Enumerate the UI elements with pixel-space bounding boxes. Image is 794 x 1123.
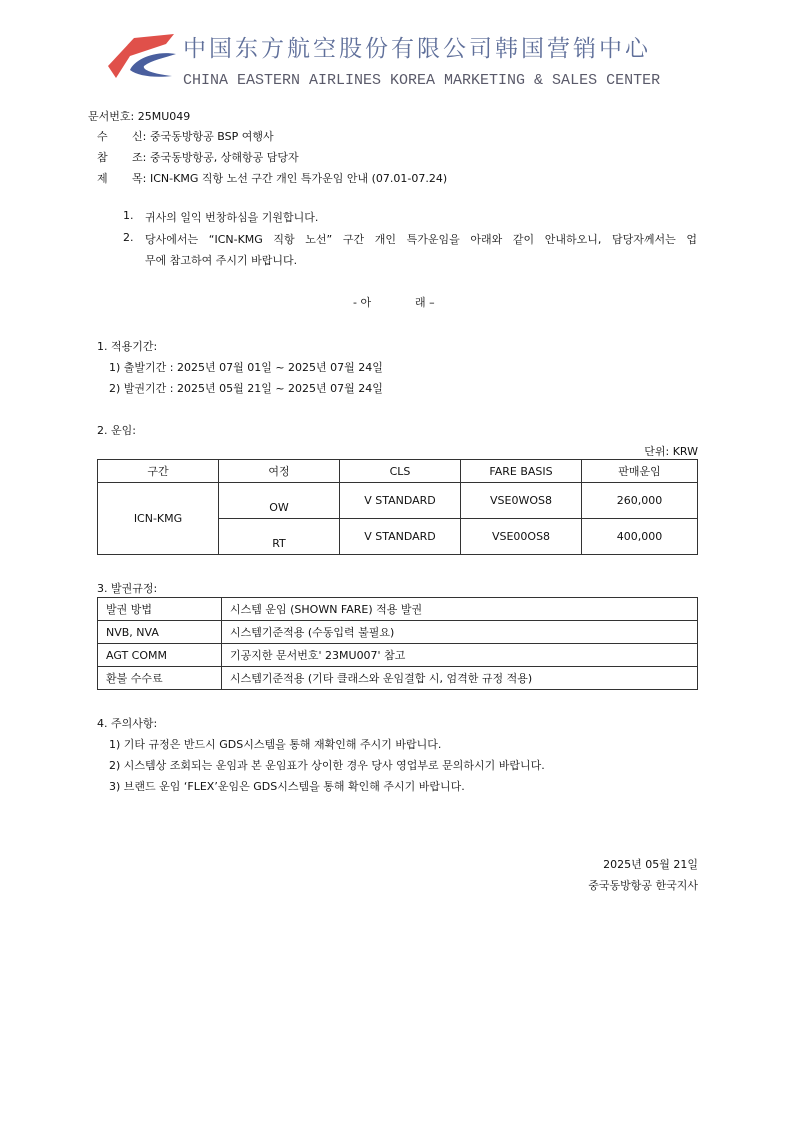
subject-suffix: 목:: [132, 172, 147, 185]
ticketing-period: 2) 발권기간 : 2025년 05월 21일 ~ 2025년 07월 24일: [109, 382, 383, 395]
fare-table-header: [98, 460, 698, 483]
col-price: 판매운임: [582, 460, 698, 483]
section2-title: 2. 운임:: [97, 424, 136, 437]
intro-2-text-cont: 무에 참고하여 주시기 바랍니다.: [145, 254, 298, 267]
departure-period: 1) 출발기간 : 2025년 07월 01일 ~ 2025년 07월 24일: [109, 361, 383, 374]
china-eastern-logo-icon: [104, 30, 180, 88]
to-label: 수: [97, 130, 108, 143]
table-row: [98, 598, 698, 621]
caution-item: 2) 시스템상 조회되는 운임과 본 운임표가 상이한 경우 당사 영업부로 문의하시기 바랍니다.: [109, 759, 545, 772]
trip-cell: OW: [219, 483, 340, 519]
issuer-name: 중국동방항공 한국지사: [588, 879, 698, 892]
cc-value: 중국동방항공, 상해항공 담당자: [150, 151, 299, 164]
table-row: [98, 667, 698, 690]
cc-label: 참: [97, 151, 108, 164]
intro-1-num: 1.: [123, 209, 134, 222]
intro-2-text: 당사에서는 “ICN-KMG 직항 노선” 구간 개인 특가운임을 아래와 같이 안내하오니, 담당자께서는 업: [145, 233, 697, 246]
ticketing-rules-table: [97, 597, 698, 690]
price-cell: 260,000: [582, 483, 698, 519]
col-route: 구간: [98, 460, 219, 483]
subject-value: ICN-KMG 직항 노선 구간 개인 특가운임 안내 (07.01-07.24): [150, 172, 448, 185]
col-trip: 여정: [219, 460, 340, 483]
rule-value: 시스템기준적용 (기타 클래스와 운임결합 시, 엄격한 규정 적용): [222, 667, 698, 690]
issue-date: 2025년 05월 21일: [603, 858, 698, 871]
cc-suffix: 조:: [132, 151, 147, 164]
intro-2-num: 2.: [123, 231, 134, 244]
col-fare-basis: FARE BASIS: [461, 460, 582, 483]
caution-item: 3) 브랜드 운임 ‘FLEX’운임은 GDS시스템을 통해 확인해 주시기 바랍니다.: [109, 780, 465, 793]
section4-title: 4. 주의사항:: [97, 717, 158, 730]
to-suffix: 신:: [132, 130, 147, 143]
to-value: 중국동방항공 BSP 여행사: [150, 130, 274, 143]
section1-title: 1. 적용기간:: [97, 340, 158, 353]
table-row: [98, 483, 698, 519]
letterhead-title-cn: 中国东方航空股份有限公司韩国营销中心: [183, 36, 651, 62]
table-row: [98, 621, 698, 644]
cls-cell: V STANDARD: [340, 483, 461, 519]
caution-item: 1) 기타 규정은 반드시 GDS시스템을 통해 재확인해 주시기 바랍니다.: [109, 738, 442, 751]
notice-heading-right: 래 –: [415, 296, 435, 309]
fare-basis-cell: VSE00OS8: [461, 519, 582, 555]
letterhead-title-en: CHINA EASTERN AIRLINES KOREA MARKETING & SALES CENTER: [183, 72, 661, 89]
rule-key: AGT COMM: [98, 644, 222, 667]
rule-key: 발권 방법: [98, 598, 222, 621]
subject-label: 제: [97, 172, 108, 185]
cls-cell: V STANDARD: [340, 519, 461, 555]
intro-1-text: 귀사의 일익 번창하심을 기원합니다.: [145, 211, 319, 224]
rule-key: NVB, NVA: [98, 621, 222, 644]
rule-value: 시스템기준적용 (수동입력 불필요): [222, 621, 698, 644]
route-cell: ICN-KMG: [98, 483, 219, 555]
table-row: [98, 644, 698, 667]
col-cls: CLS: [340, 460, 461, 483]
trip-cell: RT: [219, 519, 340, 555]
rule-value: 기공지한 문서번호' 23MU007' 참고: [222, 644, 698, 667]
currency-unit: 단위: KRW: [644, 445, 698, 458]
rule-key: 환불 수수료: [98, 667, 222, 690]
fare-basis-cell: VSE0WOS8: [461, 483, 582, 519]
price-cell: 400,000: [582, 519, 698, 555]
fare-table: [97, 459, 698, 555]
doc-number: 문서번호: 25MU049: [88, 110, 191, 123]
notice-heading-left: - 아: [353, 296, 372, 309]
section3-title: 3. 발권규정:: [97, 582, 158, 595]
rule-value: 시스템 운임 (SHOWN FARE) 적용 발권: [222, 598, 698, 621]
